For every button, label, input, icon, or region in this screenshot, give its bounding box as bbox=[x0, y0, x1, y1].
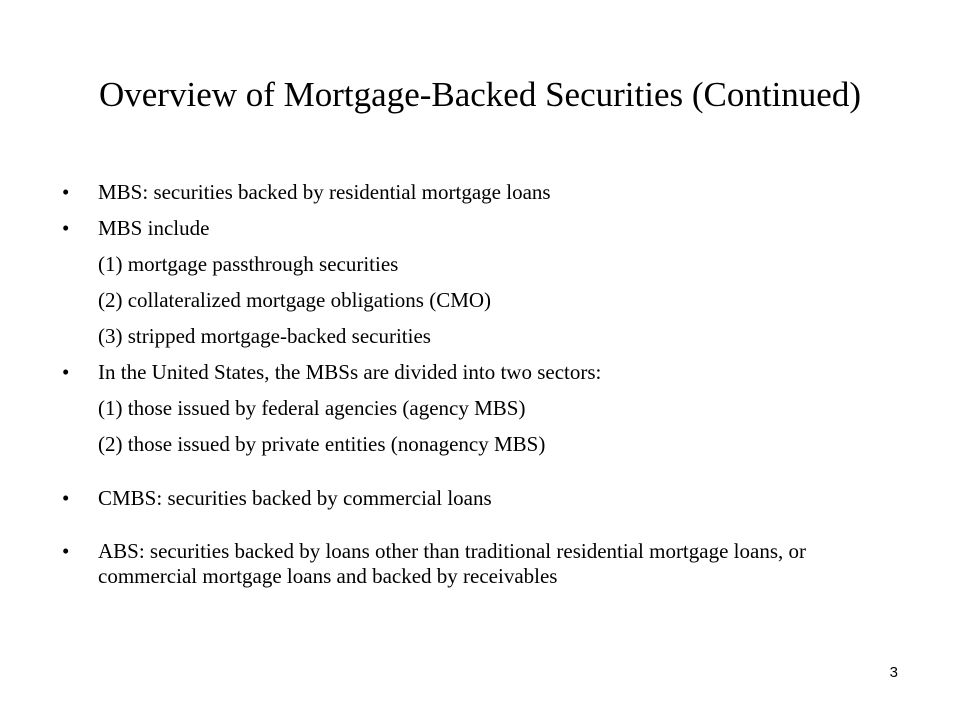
sub-item-text: (3) stripped mortgage-backed securities bbox=[98, 324, 431, 348]
bullet-text: MBS: securities backed by residential mortgage loans bbox=[98, 180, 551, 204]
bullet-item bbox=[62, 354, 902, 390]
page-number: 3 bbox=[889, 664, 898, 681]
sub-item-text: (2) collateralized mortgage obligations (CMO) bbox=[98, 288, 492, 312]
bullet-text: MBS include bbox=[98, 216, 210, 240]
slide-title: Overview of Mortgage-Backed Securities (Continued) bbox=[99, 75, 861, 114]
bullet-text: In the United States, the MBSs are divided into two sectors: bbox=[98, 360, 602, 384]
sub-item-text: (1) those issued by federal agencies (agency MBS) bbox=[98, 396, 526, 420]
bullet-item bbox=[62, 174, 902, 210]
spacer bbox=[62, 516, 902, 534]
sub-item bbox=[62, 282, 902, 318]
bullet-text: ABS: securities backed by loans other than traditional residential mortgage loans, or commercial mortgage loans and backed by receivables bbox=[98, 539, 806, 588]
spacer bbox=[62, 462, 902, 480]
slide-body bbox=[62, 174, 902, 589]
bullet-text: CMBS: securities backed by commercial loans bbox=[98, 486, 492, 510]
bullet-item bbox=[62, 480, 902, 516]
sub-item-text: (1) mortgage passthrough securities bbox=[98, 252, 399, 276]
bullet-marker: • bbox=[62, 539, 70, 563]
bullet-item bbox=[62, 534, 902, 589]
sub-item-text: (2) those issued by private entities (nonagency MBS) bbox=[98, 432, 546, 456]
bullet-item bbox=[62, 210, 902, 246]
bullet-marker: • bbox=[62, 216, 70, 240]
sub-item bbox=[62, 318, 902, 354]
bullet-marker: • bbox=[62, 180, 70, 204]
sub-item bbox=[62, 390, 902, 426]
bullet-marker: • bbox=[62, 360, 70, 384]
bullet-marker: • bbox=[62, 486, 70, 510]
sub-item bbox=[62, 246, 902, 282]
sub-item bbox=[62, 426, 902, 462]
